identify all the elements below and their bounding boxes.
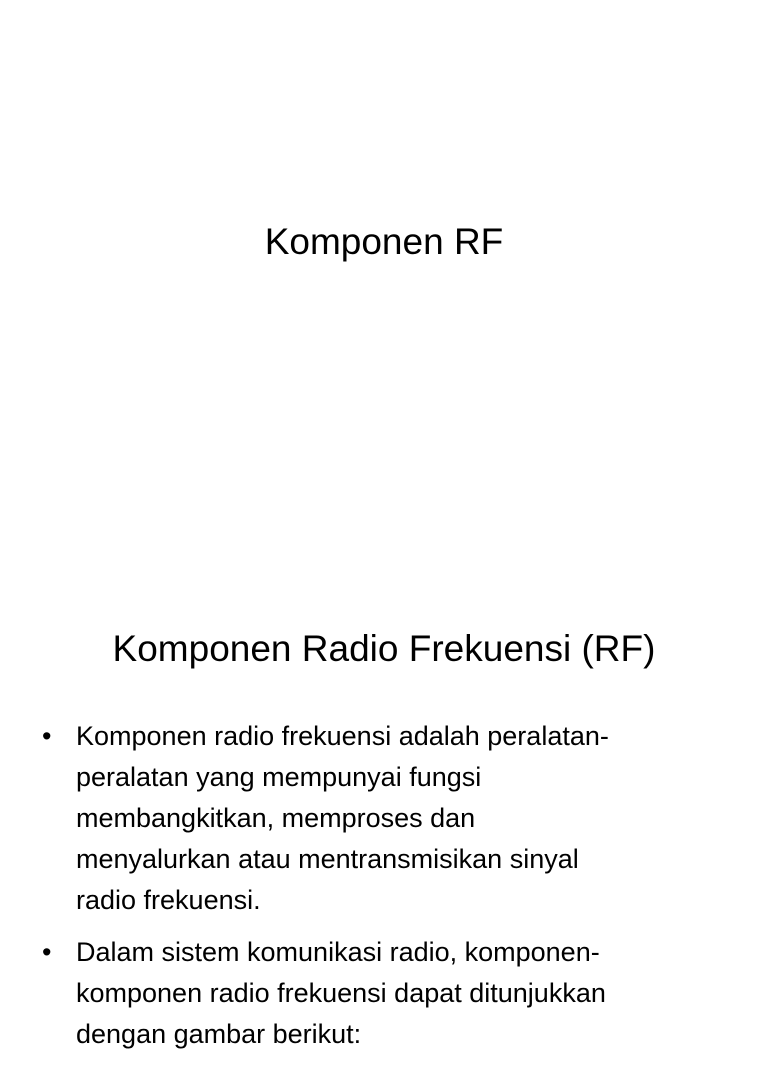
bullet-2-line-2: komponen radio frekuensi dapat ditunjukkan	[76, 978, 606, 1008]
bullet-1-line-4: menyalurkan atau mentransmisikan sinyal	[76, 844, 579, 874]
bullet-2-line-1: Dalam sistem komunikasi radio, komponen-	[76, 937, 600, 967]
bullet-icon: •	[42, 937, 52, 967]
bullet-icon: •	[42, 721, 52, 751]
bullet-item-2	[42, 932, 732, 1055]
slide-2	[0, 576, 768, 1049]
slide-2-title: Komponen Radio Frekuensi (RF)	[112, 628, 656, 669]
bullet-list	[42, 716, 732, 1066]
bullet-1-line-3: membangkitkan, memproses dan	[76, 803, 476, 833]
bullet-2-line-3: dengan gambar berikut:	[76, 1019, 362, 1049]
bullet-1-line-1: Komponen radio frekuensi adalah peralatan-	[76, 721, 609, 751]
slide-1-title: Komponen RF	[264, 221, 504, 262]
bullet-item-1	[42, 716, 732, 921]
bullet-1-line-2: peralatan yang mempunyai fungsi	[76, 762, 482, 792]
bullet-1-line-5: radio frekuensi.	[76, 885, 261, 915]
